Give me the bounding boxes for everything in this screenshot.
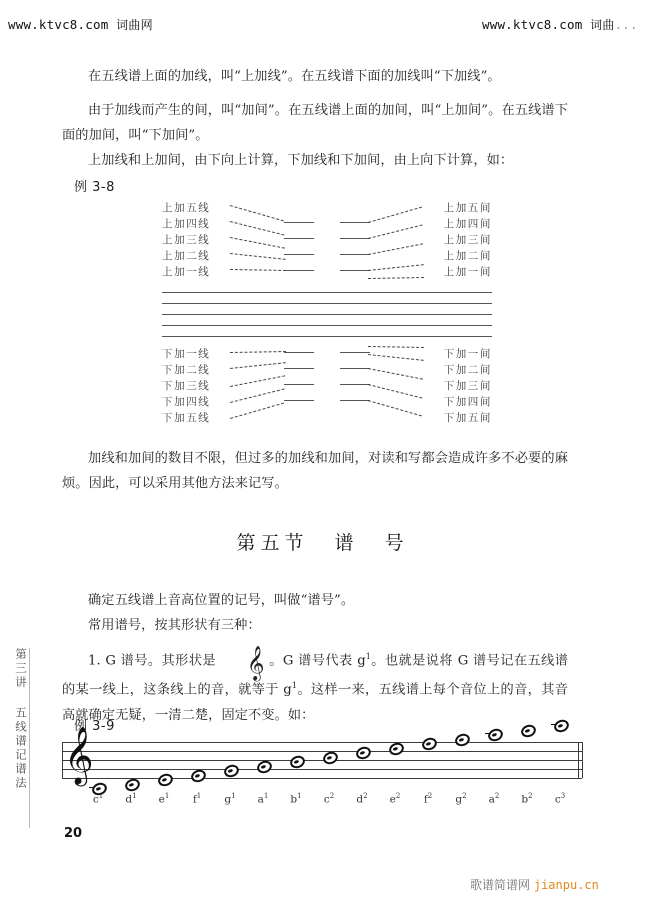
paragraph-7: 1. G 谱号。其形状是 𝄞 。G 谱号代表 $g^1$。也就是说将 G 谱号记在五线谱的某一线上，这条线上的音，就等于 $g^1$。这样一来，五线谱上每个音位上的音，其音高就确定无疑，一清二楚，固定不变。如：: [62, 646, 569, 723]
section-heading: [0, 528, 645, 555]
section-heading-title-b: 号: [384, 532, 409, 554]
ex9-barline-end: [578, 742, 579, 778]
leader-dash-upper-left-2: [230, 253, 286, 260]
ledger-stub-upper-right-4: [340, 222, 370, 223]
ledger-stub-lower-right-1: [340, 352, 370, 353]
leader-dash-lower-right-5: [368, 400, 422, 416]
leader-dash-lower-left-3: [230, 375, 285, 387]
leader-dash-upper-left-3: [230, 237, 285, 249]
diagram-label-lower-space-5: 下加五间: [443, 412, 492, 424]
leader-dash-upper-right-3: [368, 243, 423, 255]
ledger-stub-upper-left-1: [284, 270, 314, 271]
watermark-left-url: www.ktvc8.com: [8, 17, 109, 32]
ex9-note-f2: [420, 736, 438, 752]
diagram-label-upper-line-2: 上加二线: [162, 250, 211, 262]
diagram-label-lower-line-3: 下加三线: [162, 380, 211, 392]
ex9-note-name-c2: $c^2$: [323, 792, 335, 806]
treble-clef-inline-icon: 𝄞: [246, 646, 265, 682]
example-label-3-8: 例 3-8: [74, 180, 115, 195]
ledger-stub-lower-right-3: [340, 384, 370, 385]
ledger-stub-upper-right-1: [340, 270, 370, 271]
paragraph-5: 确定五线谱上音高位置的记号，叫做“谱号”。: [88, 593, 355, 608]
leader-dash-upper-left-4: [230, 221, 285, 236]
watermark-right-cn: 词曲: [590, 18, 615, 32]
paragraph-7-part-d: 。这样一来，五线谱上每个音位上的音，其音高就确定无疑，一清二楚，固定不变。如：: [62, 682, 569, 723]
diagram-label-lower-line-2: 下加二线: [162, 364, 211, 376]
leader-dash-lower-right-4: [368, 384, 423, 399]
ex9-staff-line-3: [62, 760, 582, 761]
ex9-note-b1: [288, 754, 306, 770]
ex9-staff-line-1: [62, 778, 582, 779]
leader-dash-lower-left-1: [230, 351, 286, 353]
ex9-note-name-a2: $a^2$: [488, 792, 500, 806]
leader-dash-lower-left-2: [230, 362, 286, 369]
staff-line-2: [162, 325, 492, 326]
treble-clef-icon: 𝄞: [64, 726, 94, 784]
ex9-note-e1: [156, 772, 174, 788]
staff-line-5: [162, 292, 492, 293]
ex9-note-name-f1: $f^1$: [192, 792, 202, 806]
ex9-note-name-a1: $a^1$: [257, 792, 269, 806]
paragraph-7-part-b: 。G 谱号代表 g: [269, 653, 366, 669]
leader-dash-upper-right-2: [368, 264, 424, 271]
leader-dash-lower-right-1: [368, 346, 424, 348]
section-heading-title-a: 谱: [334, 532, 359, 554]
leader-dash-lower-right-3: [368, 368, 423, 380]
leader-dash-upper-left-5: [230, 205, 284, 221]
diagram-label-lower-space-4: 下加四间: [443, 396, 492, 408]
ledger-stub-upper-left-2: [284, 254, 314, 255]
ledger-stub-upper-right-3: [340, 238, 370, 239]
ledger-stub-lower-right-4: [340, 400, 370, 401]
running-head-vertical: 第三讲 五线谱记谱法: [4, 648, 30, 828]
watermark-top-right: [482, 16, 638, 33]
ex9-note-name-g1: $g^1$: [224, 792, 236, 806]
paragraph-7-part-a: 1. G 谱号。其形状是: [88, 653, 217, 669]
staff-line-1: [162, 336, 492, 337]
leader-dash-upper-left-1: [230, 269, 286, 271]
ex9-staff-line-2: [62, 769, 582, 770]
ex9-note-name-g2: $g^2$: [455, 792, 467, 806]
ex9-note-name-d1: $d^1$: [125, 792, 137, 806]
paragraph-7-part-c: 。也就是说将 G 谱号记在五线谱的某一线上，这条线上的音，就等于 g: [62, 653, 569, 698]
diagram-label-lower-space-2: 下加二间: [443, 364, 492, 376]
diagram-label-upper-space-5: 上加五间: [443, 202, 492, 214]
leader-dash-upper-right-5: [368, 207, 422, 223]
staff-line-4: [162, 303, 492, 304]
ex9-note-name-e2: $e^2$: [389, 792, 401, 806]
leader-dash-lower-left-4: [230, 388, 285, 403]
diagram-label-lower-space-3: 下加三间: [443, 380, 492, 392]
section-heading-prefix: 第五节: [236, 532, 309, 554]
paragraph-2: 由于加线而产生的间，叫“加间”。在五线谱上面的加间，叫“上加间”。在五线谱下面的加间，叫“下加间”。: [62, 103, 568, 143]
ledger-stub-upper-left-4: [284, 222, 314, 223]
watermark-right-fade: ...: [614, 17, 638, 32]
diagram-label-upper-line-3: 上加三线: [162, 234, 211, 246]
leader-dash-upper-right-1: [368, 277, 424, 279]
ex9-note-d2: [354, 745, 372, 761]
ex9-note-a2: [486, 727, 504, 743]
diagram-label-lower-line-5: 下加五线: [162, 412, 211, 424]
diagram-label-upper-line-5: 上加五线: [162, 202, 211, 214]
footer-credit: [470, 876, 599, 893]
diagram-label-upper-space-3: 上加三间: [443, 234, 492, 246]
ledger-stub-lower-left-2: [284, 368, 314, 369]
diagram-label-lower-line-1: 下加一线: [162, 348, 211, 360]
example-label-3-9: 例 3-9: [74, 719, 115, 734]
ex9-note-g1: [222, 763, 240, 779]
ex9-staff-line-4: [62, 751, 582, 752]
ex9-staff-line-5: [62, 742, 582, 743]
diagram-label-upper-space-2: 上加二间: [443, 250, 492, 262]
ledger-stub-upper-left-3: [284, 238, 314, 239]
diagram-label-upper-space-4: 上加四间: [443, 218, 492, 230]
ex9-barline-end-thick: [582, 742, 583, 778]
ex9-note-name-e1: $e^1$: [158, 792, 170, 806]
ex9-barline-start: [62, 742, 63, 778]
ex9-note-name-d2: $d^2$: [356, 792, 368, 806]
paragraph-4: 加线和加间的数目不限，但过多的加线和加间，对读和写都会造成许多不必要的麻烦。因此，可以采用其他方法来记写。: [62, 451, 568, 491]
ledger-stub-lower-left-3: [284, 384, 314, 385]
diagram-label-upper-space-1: 上加一间: [443, 266, 492, 278]
ex9-note-name-b2: $b^2$: [521, 792, 533, 806]
footer-credit-en: jianpu.cn: [533, 878, 599, 892]
staff-line-3: [162, 314, 492, 315]
ex9-note-name-c1: $c^1$: [92, 792, 104, 806]
paragraph-3: 上加线和上加间，由下向上计算，下加线和下加间，由上向下计算，如：: [88, 153, 514, 168]
diagram-label-lower-line-4: 下加四线: [162, 396, 211, 408]
diagram-label-lower-space-1: 下加一间: [443, 348, 492, 360]
ledger-stub-upper-right-2: [340, 254, 370, 255]
page-number: 20: [64, 826, 83, 841]
watermark-left-cn: 词曲网: [116, 18, 153, 32]
ledger-stub-lower-left-1: [284, 352, 314, 353]
diagram-label-upper-line-4: 上加四线: [162, 218, 211, 230]
ledger-stub-lower-left-4: [284, 400, 314, 401]
ex9-note-name-c3: $c^3$: [554, 792, 566, 806]
watermark-top-left: [8, 16, 153, 33]
diagram-label-upper-line-1: 上加一线: [162, 266, 211, 278]
leader-dash-lower-right-2: [368, 354, 424, 361]
footer-credit-cn: 歌谱简谱网: [470, 878, 531, 892]
leader-dash-lower-left-5: [230, 403, 284, 419]
ledger-line-diagram: [162, 196, 492, 428]
paragraph-1: 在五线谱上面的加线，叫“上加线”。在五线谱下面的加线叫“下加线”。: [88, 69, 501, 84]
watermark-right-url: www.ktvc8.com: [482, 17, 583, 32]
ex9-note-name-b1: $b^1$: [290, 792, 302, 806]
leader-dash-upper-right-4: [368, 224, 423, 239]
paragraph-6: 常用谱号，按其形状有三种：: [88, 618, 261, 633]
ex9-note-name-f2: $f^2$: [423, 792, 433, 806]
ledger-stub-lower-right-2: [340, 368, 370, 369]
ex9-note-g2: [453, 731, 471, 747]
